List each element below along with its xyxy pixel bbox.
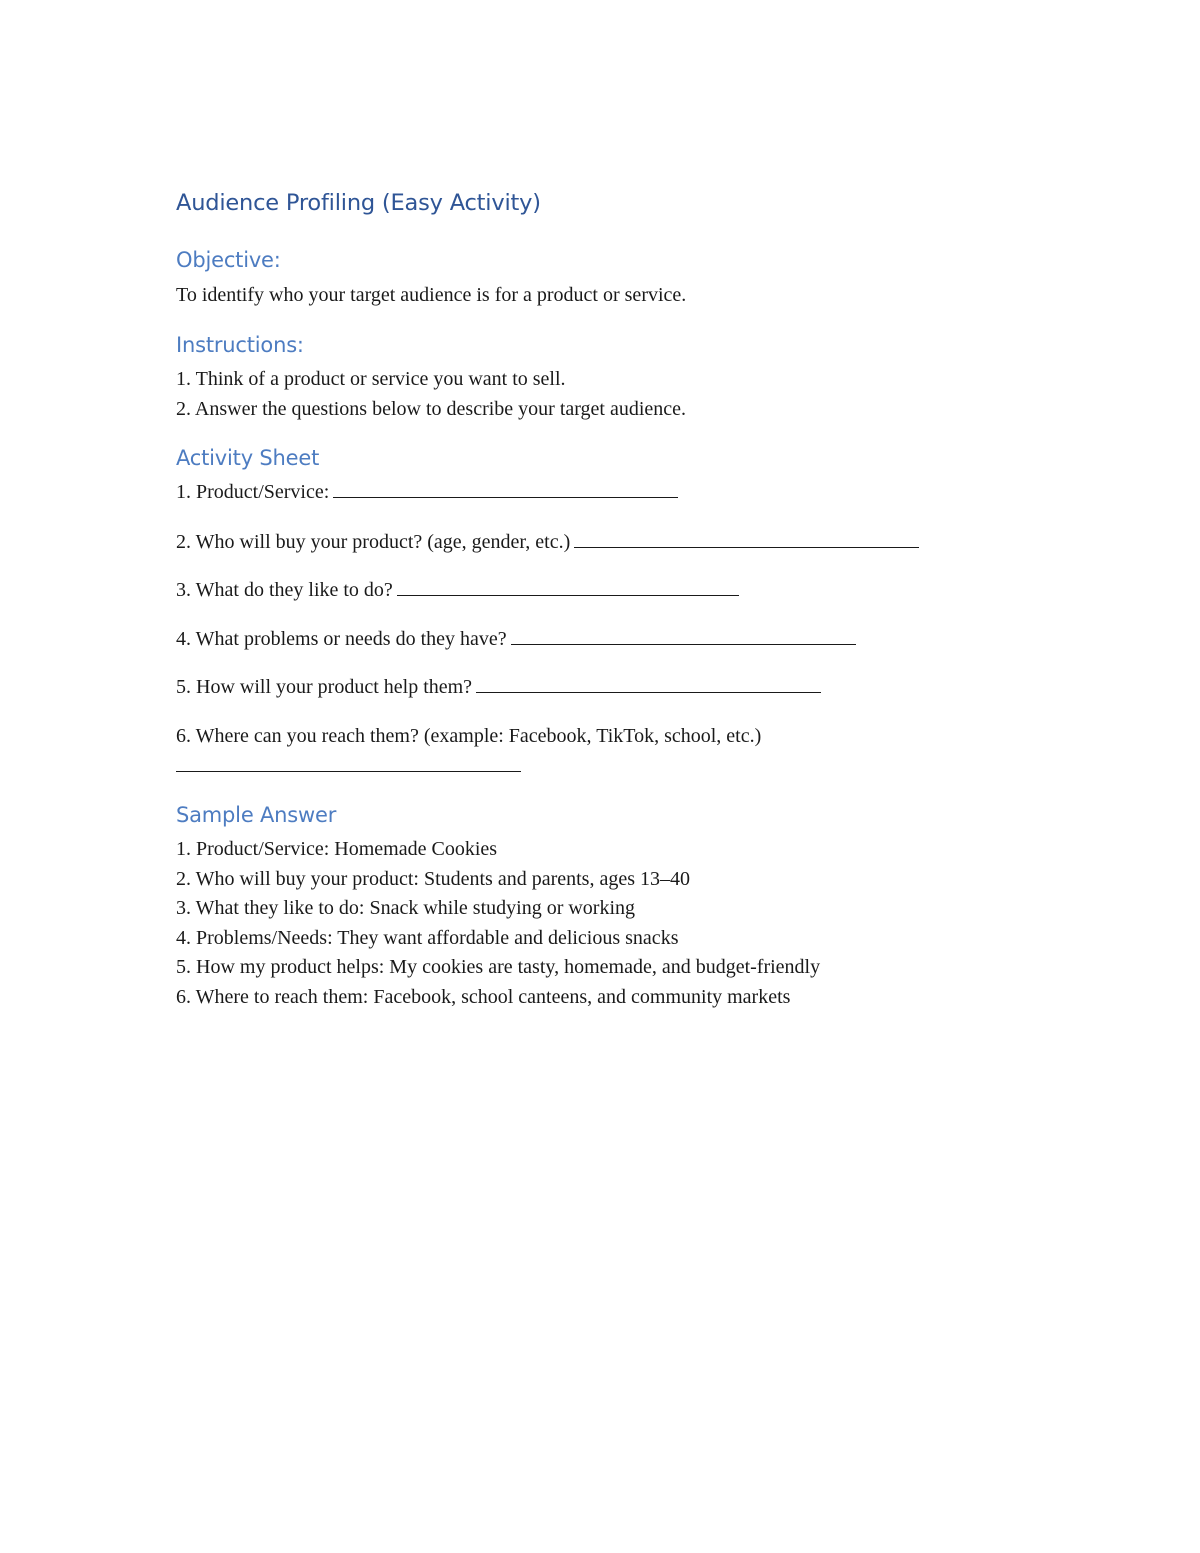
activity-question-2 bbox=[176, 528, 919, 558]
question-label: 3. What do they like to do? bbox=[176, 579, 393, 601]
activity-question-4 bbox=[176, 625, 856, 655]
answer-blank[interactable] bbox=[333, 496, 678, 498]
objective-text: To identify who your target audience is for a product or service. bbox=[176, 284, 687, 306]
question-label: 2. Who will buy your product? (age, gender, etc.) bbox=[176, 531, 571, 553]
sample-answer-item: 3. What they like to do: Snack while studying or working bbox=[176, 897, 636, 919]
sample-answer-item: 1. Product/Service: Homemade Cookies bbox=[176, 838, 498, 860]
sample-answer-item: 4. Problems/Needs: They want affordable and delicious snacks bbox=[176, 926, 679, 949]
question-label: 4. What problems or needs do they have? bbox=[176, 628, 507, 650]
instructions-heading: Instructions: bbox=[176, 333, 304, 357]
answer-blank[interactable] bbox=[176, 770, 521, 772]
sample-answer-item: 6. Where to reach them: Facebook, school canteens, and community markets bbox=[176, 985, 791, 1008]
activity-question-1 bbox=[176, 478, 678, 508]
instruction-item: 2. Answer the questions below to describe your target audience. bbox=[176, 397, 687, 420]
answer-blank[interactable] bbox=[476, 691, 821, 693]
answer-blank[interactable] bbox=[574, 546, 919, 548]
sample-answer-heading: Sample Answer bbox=[176, 803, 337, 827]
objective-heading: Objective: bbox=[176, 248, 281, 272]
answer-blank[interactable] bbox=[397, 594, 739, 596]
activity-question-3 bbox=[176, 576, 739, 606]
instructions-list bbox=[176, 365, 686, 424]
document-title: Audience Profiling (Easy Activity) bbox=[176, 190, 541, 216]
answer-blank[interactable] bbox=[511, 643, 856, 645]
instruction-item: 1. Think of a product or service you want to sell. bbox=[176, 368, 566, 390]
question-label: 5. How will your product help them? bbox=[176, 676, 473, 698]
question-label: 6. Where can you reach them? (example: Facebook, TikTok, school, etc.) bbox=[176, 725, 762, 747]
sample-answer-list bbox=[176, 835, 820, 1012]
sample-answer-item: 5. How my product helps: My cookies are tasty, homemade, and budget-friendly bbox=[176, 956, 821, 978]
activity-sheet-heading: Activity Sheet bbox=[176, 446, 320, 470]
activity-question-6 bbox=[176, 722, 761, 781]
activity-question-5 bbox=[176, 673, 821, 703]
question-label: 1. Product/Service: bbox=[176, 481, 330, 503]
sample-answer-item: 2. Who will buy your product: Students and parents, ages 13–40 bbox=[176, 867, 691, 890]
